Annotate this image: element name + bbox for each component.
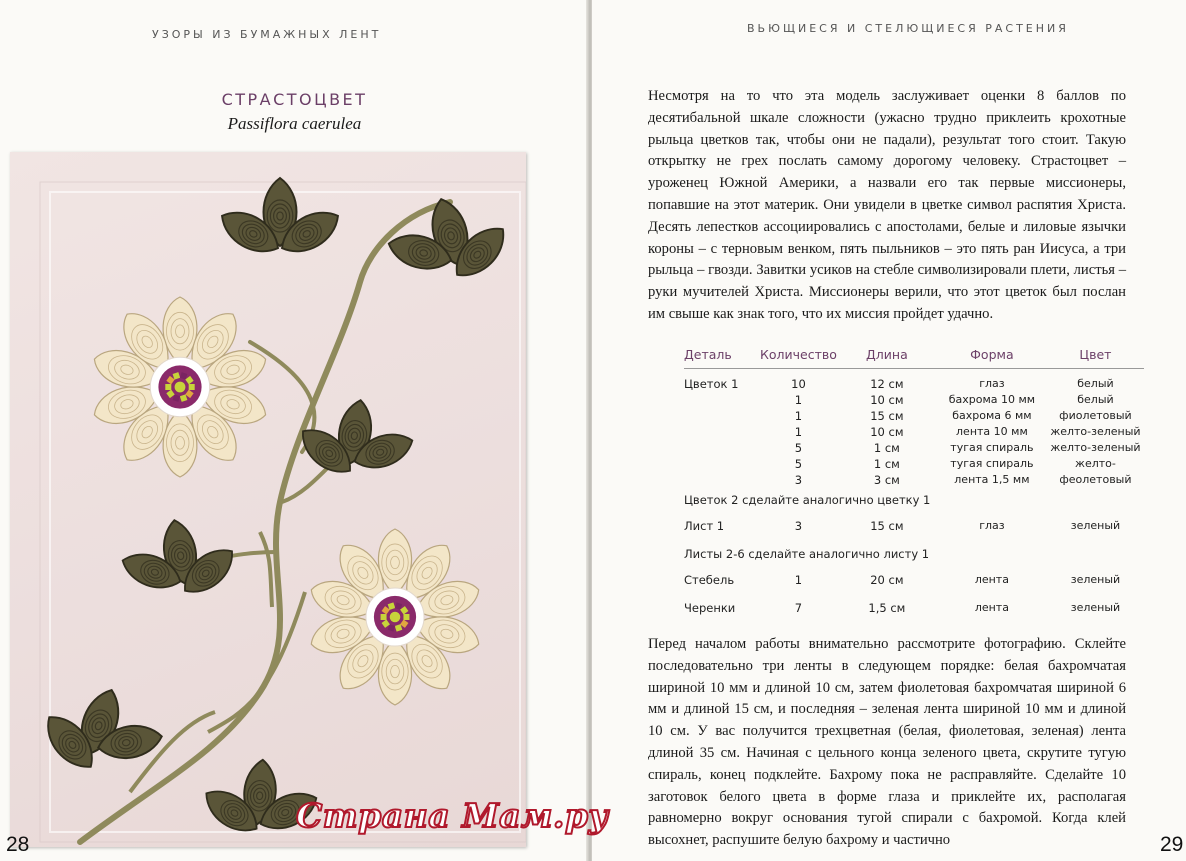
table-cell: фиолетовый (1059, 409, 1132, 422)
latin-name: Passiflora caerulea (227, 114, 362, 133)
table-cell: феолетовый (1059, 473, 1132, 486)
table-cell: 15 см (870, 409, 904, 423)
table-cell: 1 см (873, 457, 900, 471)
header-detail: Деталь (684, 347, 760, 369)
table-cell: зеленый (1070, 573, 1121, 586)
intro-paragraph: Несмотря на то что эта модель заслуживает оценки 8 баллов по десятибальной шкале сложности (ужасно трудно приклеить крохотные рыльца цветков так, чтобы они не падали), результат того стоит. Такую открытку не грех послать самому дорогому человеку. Страстоцвет – уроженец Южной Америки, а назвали его так первые миссионеры, попавшие на этот материк. Они увидели в цветке символ распятия Христа. Десять лепестков ассоциировались с апостолами, белые и лиловые язычки короны – с терновым венком, пять пыльников – это пять ран Иисуса, а три рыльца – гвозди. Завитки усиков на стебле символизировали плети, листья – руки мучителей Христа. Миссионеры верили, что этот цветок был послан им свыше как знак того, что их миссия пройдет удачно. (648, 88, 1126, 322)
table-cell: Лист 1 (684, 519, 725, 533)
table-cell: тугая спираль (950, 441, 1034, 454)
table-row (684, 409, 1144, 425)
instructions-paragraph: Перед началом работы внимательно рассмотрите фотографию. Склейте последовательно три ленты в следующем порядке: белая бахромчатая шириной 10 мм и длиной 10 см, затем фиолетовая бахромчатая шириной 6 мм и длиной 15 см, и последняя – зеленая лента шириной 10 мм и длиной 10 см. У вас получится трехцветная (белая, фиолетовая, зеленая) лента длиной 35 см. Начиная с цельного конца зеленого цвета, скрутите тугую спираль, конец подклейте. Бахрому пока не расправляйте. Сделайте 10 заготовок белого цвета в форме глаза и приклейте их, располагая равномерно вокруг основания тугой спирали с бахромой. Когда клей высохнет, распушите белую бахрому и частично (648, 636, 1126, 849)
table-cell: желто-зеленый (1050, 441, 1141, 454)
table-row (684, 441, 1144, 457)
page-number-right: 29 (1160, 833, 1184, 856)
table-cell: зеленый (1070, 519, 1121, 532)
table-row (684, 393, 1144, 409)
running-head-left: УЗОРЫ ИЗ БУМАЖНЫХ ЛЕНТ (152, 28, 382, 41)
table-cell (684, 473, 760, 489)
passionflower-quilling-illustration (10, 152, 526, 847)
table-row (684, 569, 1144, 597)
page-number-left: 28 (6, 833, 30, 856)
table-cell: 1 см (873, 441, 900, 455)
running-head-right: ВЬЮЩИЕСЯ И СТЕЛЮЩИЕСЯ РАСТЕНИЯ (747, 22, 1069, 35)
table-cell: 10 (791, 377, 806, 391)
table-cell: бахрома 10 мм (948, 393, 1036, 406)
table-cell: лента 1,5 мм (954, 473, 1030, 486)
header-shape: Форма (937, 347, 1047, 369)
table-cell: лента (974, 573, 1009, 586)
quilling-photo (10, 152, 526, 847)
table-cell: зеленый (1070, 601, 1121, 614)
table-note-row (684, 543, 1144, 569)
table-cell: Черенки (684, 601, 736, 615)
quilled-flower (306, 529, 484, 705)
table-cell: глаз (979, 519, 1005, 532)
table-cell: бахрома 6 мм (952, 409, 1032, 422)
table-cell: 3 (794, 473, 803, 487)
table-cell: 3 см (873, 473, 900, 487)
left-page (0, 0, 589, 861)
table-header-row (684, 347, 1144, 369)
table-note: Цветок 2 сделайте аналогично цветку 1 (684, 493, 931, 507)
table-cell: 15 см (870, 519, 904, 533)
table-cell: белый (1077, 393, 1114, 406)
table-cell: лента 10 мм (956, 425, 1028, 438)
table-row (684, 515, 1144, 543)
table-spacer (684, 369, 1144, 378)
quilled-flower (89, 297, 271, 477)
table-row (684, 425, 1144, 441)
table-cell: Цветок 1 (684, 377, 739, 391)
table-cell: 10 см (870, 425, 904, 439)
page-title: СТРАСТОЦВЕТ (221, 90, 368, 109)
table-cell: 20 см (870, 573, 904, 587)
table-cell: 5 (794, 457, 803, 471)
table-cell: 1 (794, 393, 803, 407)
table-note: Листы 2-6 сделайте аналогично листу 1 (684, 547, 930, 561)
table-cell: 3 (794, 519, 803, 533)
table-cell: 1,5 см (868, 601, 906, 615)
header-color: Цвет (1047, 347, 1144, 369)
table-cell: Стебель (684, 573, 735, 587)
table-row (684, 597, 1144, 625)
table-cell: 1 (794, 573, 803, 587)
header-length: Длина (837, 347, 937, 369)
cutting (208, 592, 305, 732)
watermark: Страна Мам.ру (296, 796, 609, 835)
table-row (684, 377, 1144, 393)
table-cell (684, 393, 760, 409)
table-cell (684, 425, 760, 441)
table-cell: лента (974, 601, 1009, 614)
header-quantity: Количество (760, 347, 837, 369)
table-cell: 1 (794, 425, 803, 439)
table-note-row (684, 489, 1144, 515)
table-cell (684, 409, 760, 425)
table-cell: желто-зеленый (1050, 425, 1141, 438)
table-cell: 12 см (870, 377, 904, 391)
table-cell: 5 (794, 441, 803, 455)
right-page (592, 0, 1186, 861)
table-cell: 1 (794, 409, 803, 423)
parts-table (684, 347, 1144, 625)
table-cell (684, 457, 760, 473)
table-body (684, 369, 1144, 626)
table-cell: глаз (979, 377, 1005, 390)
table-cell: белый (1077, 377, 1114, 390)
table-row (684, 457, 1144, 473)
table-row (684, 473, 1144, 489)
table-cell: 10 см (870, 393, 904, 407)
table-cell: желто- (1075, 457, 1116, 470)
table-cell: 7 (794, 601, 803, 615)
table-cell (684, 441, 760, 457)
cutting (260, 532, 272, 607)
table-cell: тугая спираль (950, 457, 1034, 470)
